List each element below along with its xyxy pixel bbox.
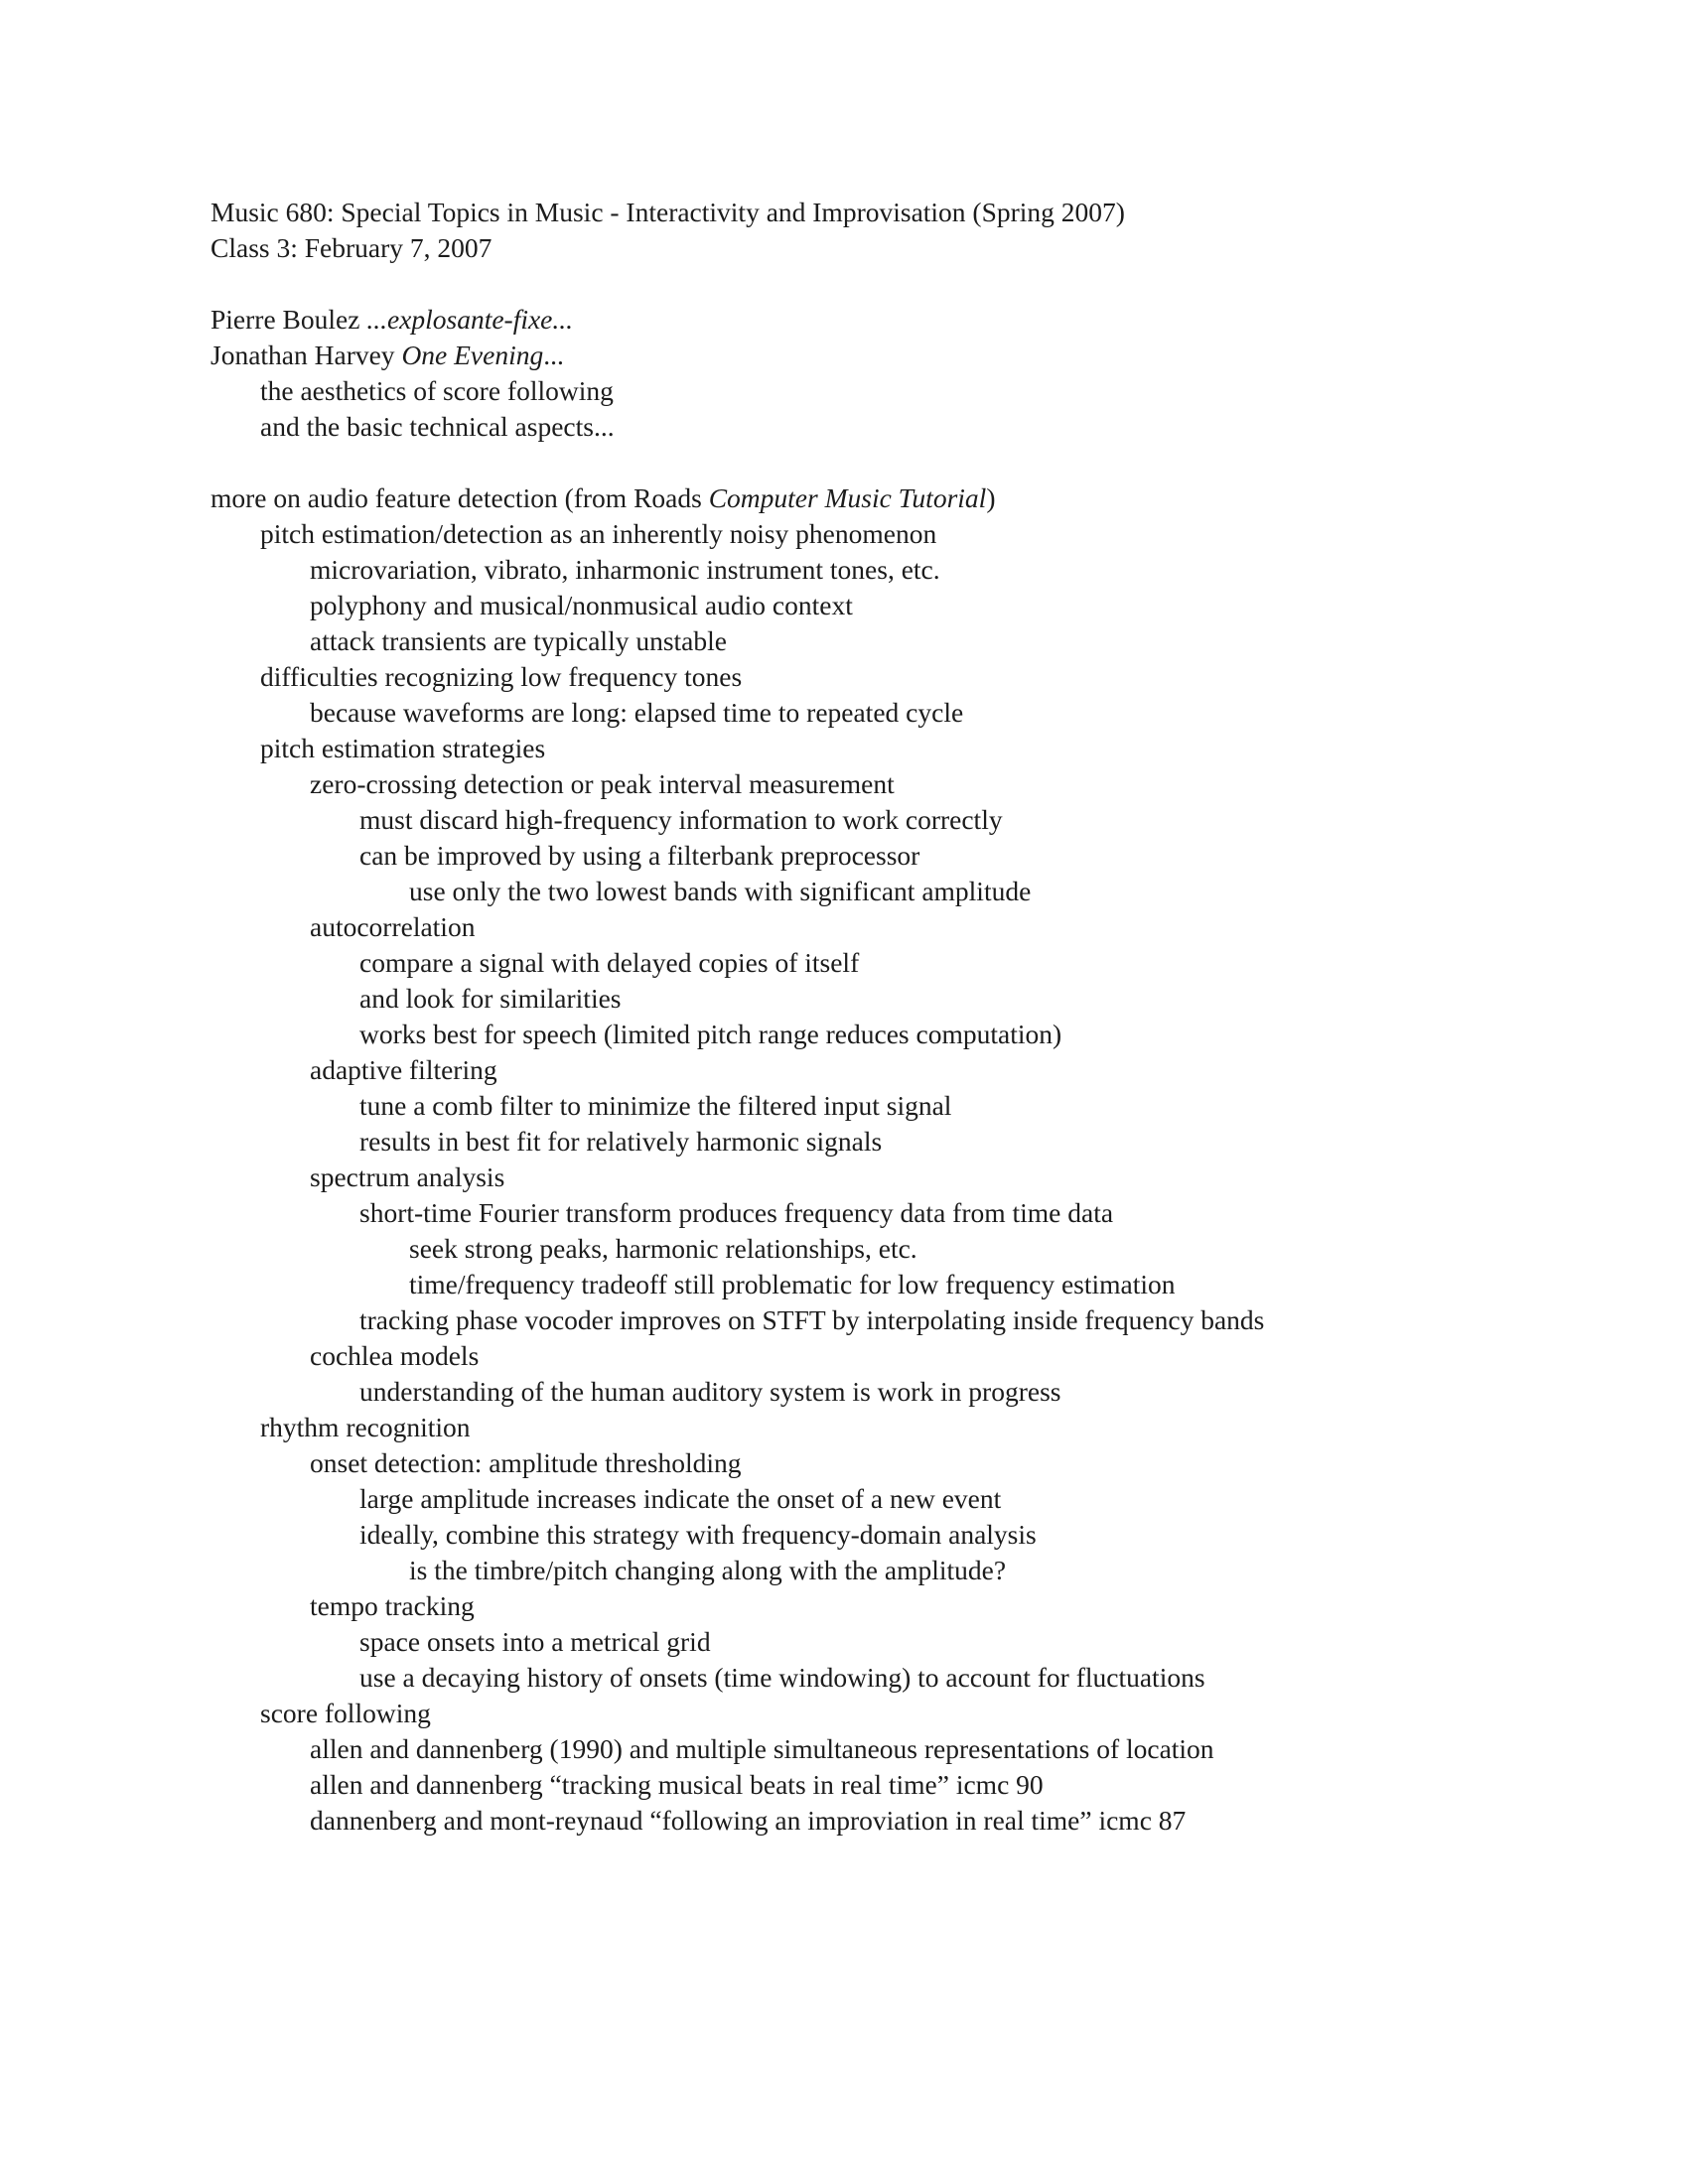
outline-item: use only the two lowest bands with significant amplitude <box>409 876 1032 906</box>
composer-name: Jonathan Harvey <box>211 340 402 370</box>
outline-item: large amplitude increases indicate the onset of a new event <box>359 1483 1002 1514</box>
outline-item: compare a signal with delayed copies of itself <box>359 947 860 978</box>
outline-item: can be improved by using a filterbank preprocessor <box>359 840 920 871</box>
outline-item: autocorrelation <box>310 911 476 942</box>
outline-item: allen and dannenberg “tracking musical beats in real time” icmc 90 <box>310 1769 1044 1800</box>
outline-item: and look for similarities <box>359 983 622 1014</box>
outline-item: use a decaying history of onsets (time windowing) to account for fluctuations <box>359 1662 1205 1693</box>
course-title: Music 680: Special Topics in Music - Interactivity and Improvisation (Spring 2007) <box>211 197 1125 227</box>
outline-item: results in best fit for relatively harmonic signals <box>359 1126 883 1157</box>
outline-item: microvariation, vibrato, inharmonic instrument tones, etc. <box>310 554 940 585</box>
outline-item: short-time Fourier transform produces frequency data from time data <box>359 1197 1114 1228</box>
outline-item: works best for speech (limited pitch range reduces computation) <box>359 1019 1062 1049</box>
outline-item: cochlea models <box>310 1340 480 1371</box>
class-date: Class 3: February 7, 2007 <box>211 232 492 263</box>
book-title: Computer Music Tutorial <box>708 482 987 513</box>
composer-name: Pierre Boulez <box>211 304 367 335</box>
works-note: the aesthetics of score following <box>260 375 614 406</box>
spacer <box>211 266 1640 302</box>
outline-item: time/frequency tradeoff still problematic for low frequency estimation <box>409 1269 1176 1299</box>
outline-item: tempo tracking <box>310 1590 475 1621</box>
work-title: ...explosante-fixe... <box>366 304 574 335</box>
heading-suffix: ) <box>986 482 996 513</box>
work-suffix: ... <box>543 340 564 370</box>
heading-prefix: more on audio feature detection (from Roads <box>211 482 709 513</box>
outline-item: because waveforms are long: elapsed time to repeated cycle <box>310 697 964 728</box>
outline-item: adaptive filtering <box>310 1054 497 1085</box>
outline-item: onset detection: amplitude thresholding <box>310 1447 742 1478</box>
outline-item: seek strong peaks, harmonic relationships, etc. <box>409 1233 917 1264</box>
outline-item: rhythm recognition <box>260 1412 471 1442</box>
section-heading <box>211 480 1640 516</box>
work-title: One Evening <box>401 340 544 370</box>
outline-item: is the timbre/pitch changing along with the amplitude? <box>409 1555 1007 1585</box>
outline-item: tune a comb filter to minimize the filtered input signal <box>359 1090 952 1121</box>
outline-item: understanding of the human auditory system is work in progress <box>359 1376 1061 1407</box>
outline-item: allen and dannenberg (1990) and multiple simultaneous representations of location <box>310 1733 1214 1764</box>
outline-item: dannenberg and mont-reynaud “following an improviation in real time” icmc 87 <box>310 1805 1187 1836</box>
outline-item: spectrum analysis <box>310 1161 505 1192</box>
work-harvey <box>211 338 1640 373</box>
spacer <box>211 445 1640 480</box>
outline-item: must discard high-frequency information to work correctly <box>359 804 1003 835</box>
work-boulez <box>211 302 1640 338</box>
document-page <box>211 195 1640 1839</box>
outline-item: pitch estimation/detection as an inherently noisy phenomenon <box>260 518 937 549</box>
outline-list <box>211 516 1640 1839</box>
outline-item: pitch estimation strategies <box>260 733 546 763</box>
outline-item: difficulties recognizing low frequency tones <box>260 661 743 692</box>
outline-item: score following <box>260 1698 431 1728</box>
outline-item: zero-crossing detection or peak interval measurement <box>310 768 895 799</box>
outline-item: tracking phase vocoder improves on STFT by interpolating inside frequency bands <box>359 1304 1265 1335</box>
outline-item: attack transients are typically unstable <box>310 625 727 656</box>
outline-item: space onsets into a metrical grid <box>359 1626 711 1657</box>
outline-item: polyphony and musical/nonmusical audio context <box>310 590 853 620</box>
outline-item: ideally, combine this strategy with frequency-domain analysis <box>359 1519 1037 1550</box>
works-note: and the basic technical aspects... <box>260 411 615 442</box>
